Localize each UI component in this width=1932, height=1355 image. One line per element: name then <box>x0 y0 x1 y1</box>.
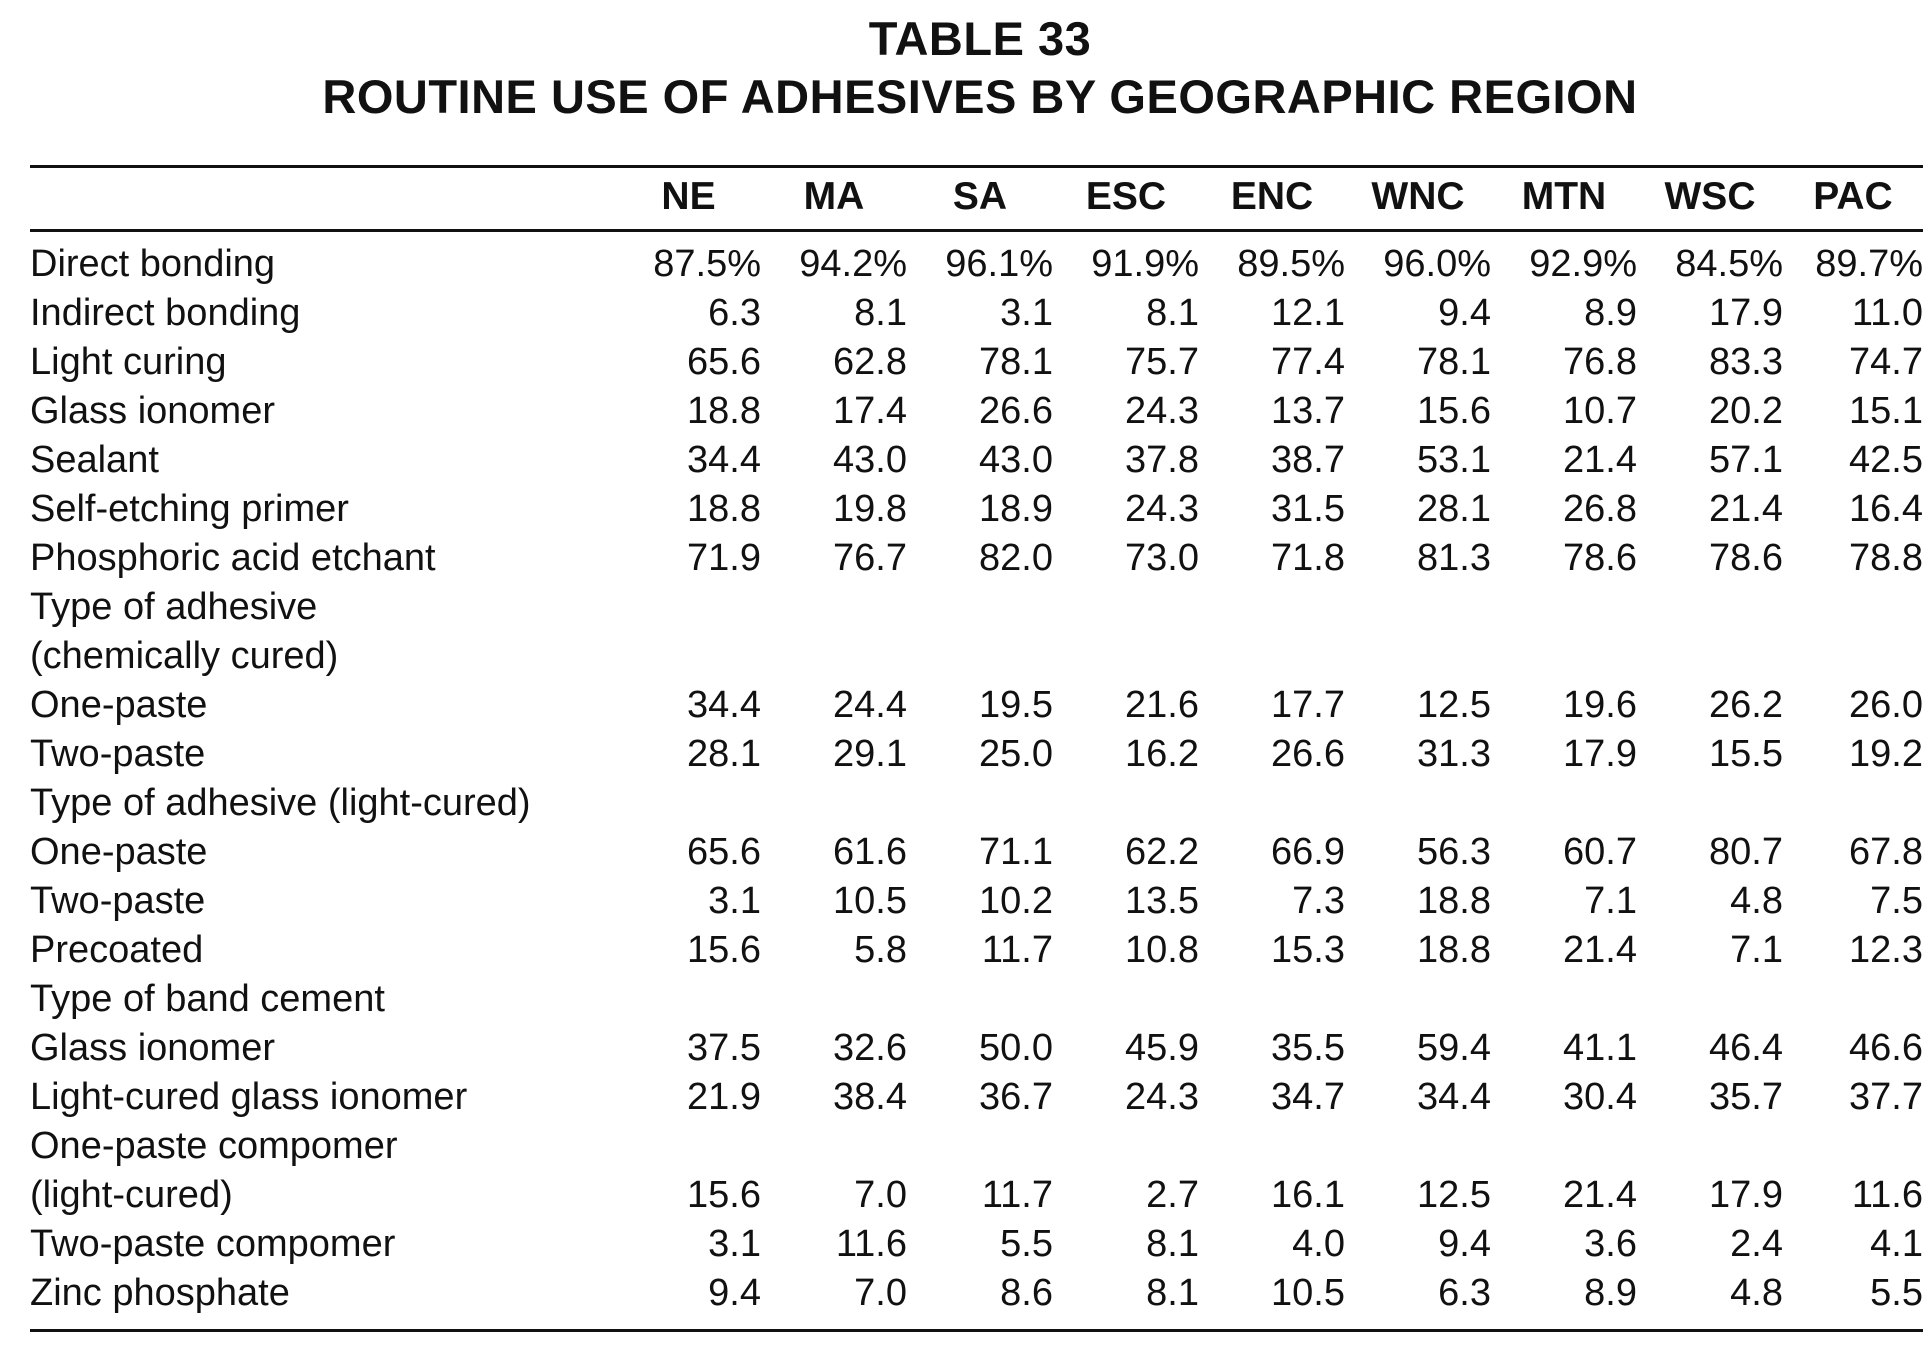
cell-value: 82.0 <box>979 537 1053 579</box>
cell-value: 17.7 <box>1271 684 1345 726</box>
row-label: Two-paste <box>30 880 206 922</box>
row-label: Glass ionomer <box>30 390 275 432</box>
cell-value: 21.6 <box>1125 684 1199 726</box>
cell-value: 37.8 <box>1125 439 1199 481</box>
cell-value: 96.1% <box>945 243 1053 285</box>
cell-value: 11.7 <box>981 929 1053 971</box>
data-table <box>30 168 1923 1318</box>
table-body <box>30 226 1923 1318</box>
cell-value: 89.7% <box>1815 243 1923 285</box>
cell-value: 34.7 <box>1271 1076 1345 1118</box>
row-label: Glass ionomer <box>30 1027 275 1069</box>
row-label: (light-cured) <box>30 1174 233 1216</box>
cell-value: 18.8 <box>687 390 761 432</box>
cell-value: 87.5% <box>653 243 761 285</box>
table-row <box>30 289 1923 338</box>
cell-value <box>1491 632 1637 681</box>
cell-value: 18.8 <box>1417 929 1491 971</box>
cell-value: 8.1 <box>1146 1272 1199 1314</box>
cell-value: 66.9 <box>1271 831 1345 873</box>
cell-value <box>1491 583 1637 632</box>
cell-value: 36.7 <box>979 1076 1053 1118</box>
cell-value: 11.0 <box>1851 292 1923 334</box>
cell-value: 92.9% <box>1529 243 1637 285</box>
cell-value <box>1345 779 1491 828</box>
column-header: ENC <box>1230 175 1314 218</box>
table-row <box>30 485 1923 534</box>
cell-value: 65.6 <box>687 341 761 383</box>
cell-value: 73.0 <box>1125 537 1199 579</box>
cell-value: 24.3 <box>1125 488 1199 530</box>
cell-value <box>1053 975 1199 1024</box>
cell-value: 34.4 <box>687 439 761 481</box>
cell-value: 2.4 <box>1730 1223 1783 1265</box>
row-label: One-paste compomer <box>30 1125 398 1167</box>
row-label: Indirect bonding <box>30 292 301 334</box>
bottom-rule <box>30 1329 1923 1332</box>
cell-value: 25.0 <box>979 733 1053 775</box>
cell-value: 9.4 <box>1438 292 1491 334</box>
cell-value <box>1637 583 1783 632</box>
column-header: MA <box>803 175 865 218</box>
cell-value: 12.3 <box>1849 929 1923 971</box>
cell-value: 96.0% <box>1383 243 1491 285</box>
cell-value: 21.4 <box>1563 439 1637 481</box>
cell-value: 18.8 <box>687 488 761 530</box>
cell-value: 12.5 <box>1417 684 1491 726</box>
cell-value: 7.3 <box>1292 880 1345 922</box>
cell-value: 26.8 <box>1563 488 1637 530</box>
cell-value <box>1783 632 1923 681</box>
cell-value: 65.6 <box>687 831 761 873</box>
row-label: Light curing <box>30 341 227 383</box>
table-row <box>30 240 1923 289</box>
cell-value: 76.8 <box>1563 341 1637 383</box>
cell-value: 43.0 <box>833 439 907 481</box>
table-row <box>30 877 1923 926</box>
cell-value: 13.5 <box>1125 880 1199 922</box>
cell-value: 19.6 <box>1563 684 1637 726</box>
cell-value: 17.9 <box>1709 1174 1783 1216</box>
cell-value: 91.9% <box>1091 243 1199 285</box>
cell-value: 6.3 <box>1438 1272 1491 1314</box>
cell-value: 17.9 <box>1563 733 1637 775</box>
table-row <box>30 1024 1923 1073</box>
header-row <box>30 168 1923 226</box>
cell-value <box>616 779 761 828</box>
cell-value: 62.8 <box>833 341 907 383</box>
cell-value <box>761 632 907 681</box>
cell-value <box>1783 1122 1923 1171</box>
cell-value: 18.9 <box>979 488 1053 530</box>
table-row <box>30 975 1923 1024</box>
cell-value: 35.5 <box>1271 1027 1345 1069</box>
spacer-row <box>30 226 1923 240</box>
cell-value: 62.2 <box>1125 831 1199 873</box>
column-header: NE <box>661 175 716 218</box>
column-header: ESC <box>1085 175 1167 218</box>
cell-value: 35.7 <box>1709 1076 1783 1118</box>
cell-value: 4.8 <box>1730 1272 1783 1314</box>
cell-value <box>761 779 907 828</box>
column-header: SA <box>952 175 1008 218</box>
cell-value: 46.6 <box>1849 1027 1923 1069</box>
cell-value: 71.8 <box>1271 537 1345 579</box>
table-number: TABLE 33 <box>868 12 1092 65</box>
cell-value: 3.6 <box>1584 1223 1637 1265</box>
cell-value <box>616 632 761 681</box>
cell-value: 8.1 <box>854 292 907 334</box>
cell-value <box>1783 975 1923 1024</box>
cell-value: 83.3 <box>1709 341 1783 383</box>
table-row <box>30 1269 1923 1318</box>
cell-value: 59.4 <box>1417 1027 1491 1069</box>
cell-value: 8.1 <box>1146 292 1199 334</box>
cell-value: 7.1 <box>1584 880 1637 922</box>
cell-value: 11.7 <box>981 1174 1053 1216</box>
cell-value: 21.4 <box>1563 929 1637 971</box>
cell-value: 26.0 <box>1849 684 1923 726</box>
cell-value: 10.7 <box>1563 390 1637 432</box>
cell-value: 10.5 <box>1271 1272 1345 1314</box>
table-row <box>30 1122 1923 1171</box>
cell-value: 37.7 <box>1849 1076 1923 1118</box>
cell-value: 3.1 <box>1000 292 1053 334</box>
table-row <box>30 534 1923 583</box>
cell-value: 24.3 <box>1125 390 1199 432</box>
cell-value: 8.9 <box>1584 292 1637 334</box>
table-row <box>30 779 1923 828</box>
cell-value: 61.6 <box>833 831 907 873</box>
row-label: One-paste <box>30 684 208 726</box>
cell-value: 28.1 <box>1417 488 1491 530</box>
cell-value <box>1199 1122 1345 1171</box>
table-row <box>30 681 1923 730</box>
cell-value: 75.7 <box>1125 341 1199 383</box>
table-row <box>30 436 1923 485</box>
row-label: One-paste <box>30 831 208 873</box>
cell-value: 78.1 <box>1417 341 1491 383</box>
row-label: Two-paste <box>30 733 206 775</box>
cell-value <box>1345 632 1491 681</box>
cell-value: 31.5 <box>1271 488 1345 530</box>
cell-value: 16.4 <box>1849 488 1923 530</box>
table-title: ROUTINE USE OF ADHESIVES BY GEOGRAPHIC REGION <box>322 70 1638 123</box>
cell-value: 10.5 <box>833 880 907 922</box>
cell-value: 19.8 <box>833 488 907 530</box>
table-row <box>30 828 1923 877</box>
cell-value: 7.5 <box>1870 880 1923 922</box>
cell-value <box>1199 632 1345 681</box>
column-header: MTN <box>1521 175 1607 218</box>
cell-value: 80.7 <box>1709 831 1783 873</box>
cell-value: 4.0 <box>1292 1223 1345 1265</box>
cell-value: 7.1 <box>1730 929 1783 971</box>
cell-value <box>1053 779 1199 828</box>
cell-value: 15.3 <box>1271 929 1345 971</box>
cell-value: 6.3 <box>708 292 761 334</box>
cell-value <box>1345 975 1491 1024</box>
cell-value <box>1783 583 1923 632</box>
cell-value <box>907 1122 1053 1171</box>
cell-value: 28.1 <box>687 733 761 775</box>
cell-value: 5.5 <box>1000 1223 1053 1265</box>
cell-value: 5.5 <box>1870 1272 1923 1314</box>
cell-value: 10.2 <box>979 880 1053 922</box>
cell-value: 26.6 <box>1271 733 1345 775</box>
cell-value: 38.7 <box>1271 439 1345 481</box>
cell-value: 5.8 <box>854 929 907 971</box>
cell-value <box>761 975 907 1024</box>
cell-value: 12.5 <box>1417 1174 1491 1216</box>
cell-value: 94.2% <box>799 243 907 285</box>
cell-value: 19.2 <box>1849 733 1923 775</box>
cell-value <box>1345 1122 1491 1171</box>
cell-value <box>1637 1122 1783 1171</box>
table-row <box>30 632 1923 681</box>
cell-value: 78.6 <box>1709 537 1783 579</box>
column-header: PAC <box>1813 175 1893 218</box>
table-title-block <box>0 10 1932 126</box>
row-label: Phosphoric acid etchant <box>30 537 436 579</box>
table-row <box>30 338 1923 387</box>
table-row <box>30 1073 1923 1122</box>
cell-value: 17.9 <box>1709 292 1783 334</box>
table-row <box>30 387 1923 436</box>
cell-value <box>1491 1122 1637 1171</box>
cell-value <box>616 975 761 1024</box>
cell-value: 89.5% <box>1237 243 1345 285</box>
cell-value: 4.8 <box>1730 880 1783 922</box>
table-row <box>30 730 1923 779</box>
row-label: Type of band cement <box>30 978 385 1020</box>
column-header: WSC <box>1664 175 1756 218</box>
cell-value: 53.1 <box>1417 439 1491 481</box>
cell-value: 29.1 <box>833 733 907 775</box>
cell-value: 20.2 <box>1709 390 1783 432</box>
cell-value: 10.8 <box>1125 929 1199 971</box>
cell-value: 24.3 <box>1125 1076 1199 1118</box>
cell-value: 45.9 <box>1125 1027 1199 1069</box>
cell-value: 56.3 <box>1417 831 1491 873</box>
table-row <box>30 1220 1923 1269</box>
cell-value: 67.8 <box>1849 831 1923 873</box>
cell-value: 8.9 <box>1584 1272 1637 1314</box>
table-row <box>30 1171 1923 1220</box>
cell-value: 9.4 <box>1438 1223 1491 1265</box>
cell-value: 8.6 <box>1000 1272 1053 1314</box>
cell-value <box>761 583 907 632</box>
cell-value: 17.4 <box>833 390 907 432</box>
cell-value: 34.4 <box>1417 1076 1491 1118</box>
cell-value: 81.3 <box>1417 537 1491 579</box>
row-label: Type of adhesive <box>30 586 318 628</box>
row-label: (chemically cured) <box>30 635 339 677</box>
cell-value: 42.5 <box>1849 439 1923 481</box>
cell-value <box>907 779 1053 828</box>
cell-value: 76.7 <box>833 537 907 579</box>
cell-value: 21.4 <box>1563 1174 1637 1216</box>
cell-value: 12.1 <box>1271 292 1345 334</box>
cell-value <box>1053 632 1199 681</box>
row-label: Light-cured glass ionomer <box>30 1076 468 1118</box>
row-label: Self-etching primer <box>30 488 349 530</box>
cell-value: 78.6 <box>1563 537 1637 579</box>
cell-value: 18.8 <box>1417 880 1491 922</box>
cell-value: 15.6 <box>1417 390 1491 432</box>
cell-value <box>907 975 1053 1024</box>
cell-value <box>616 583 761 632</box>
cell-value: 74.7 <box>1849 341 1923 383</box>
cell-value <box>907 583 1053 632</box>
cell-value: 16.2 <box>1125 733 1199 775</box>
cell-value: 7.0 <box>854 1272 907 1314</box>
cell-value <box>616 1122 761 1171</box>
cell-value <box>1053 1122 1199 1171</box>
row-label: Two-paste compomer <box>30 1223 396 1265</box>
cell-value <box>761 1122 907 1171</box>
table-row <box>30 583 1923 632</box>
cell-value <box>1491 975 1637 1024</box>
row-label: Type of adhesive (light-cured) <box>30 782 531 824</box>
cell-value <box>907 632 1053 681</box>
column-header: WNC <box>1371 175 1465 218</box>
cell-value: 30.4 <box>1563 1076 1637 1118</box>
table-row <box>30 926 1923 975</box>
cell-value <box>1491 779 1637 828</box>
cell-value: 11.6 <box>835 1223 907 1265</box>
cell-value: 8.1 <box>1146 1223 1199 1265</box>
cell-value: 60.7 <box>1563 831 1637 873</box>
cell-value: 71.9 <box>687 537 761 579</box>
cell-value <box>1199 779 1345 828</box>
cell-value: 34.4 <box>687 684 761 726</box>
cell-value: 78.8 <box>1849 537 1923 579</box>
cell-value: 13.7 <box>1271 390 1345 432</box>
cell-value <box>1783 779 1923 828</box>
cell-value <box>1199 975 1345 1024</box>
cell-value: 7.0 <box>854 1174 907 1216</box>
cell-value: 26.2 <box>1709 684 1783 726</box>
cell-value <box>1637 779 1783 828</box>
cell-value: 37.5 <box>687 1027 761 1069</box>
cell-value: 21.4 <box>1709 488 1783 530</box>
cell-value: 77.4 <box>1271 341 1345 383</box>
cell-value: 21.9 <box>687 1076 761 1118</box>
cell-value: 24.4 <box>833 684 907 726</box>
cell-value: 15.6 <box>687 1174 761 1216</box>
cell-value: 9.4 <box>708 1272 761 1314</box>
cell-value: 71.1 <box>979 831 1053 873</box>
cell-value: 46.4 <box>1709 1027 1783 1069</box>
cell-value: 84.5% <box>1675 243 1783 285</box>
cell-value: 57.1 <box>1709 439 1783 481</box>
header-blank <box>30 168 616 226</box>
row-label: Zinc phosphate <box>30 1272 290 1314</box>
cell-value: 41.1 <box>1563 1027 1637 1069</box>
cell-value: 78.1 <box>979 341 1053 383</box>
cell-value: 31.3 <box>1417 733 1491 775</box>
row-label: Sealant <box>30 439 159 481</box>
cell-value: 19.5 <box>979 684 1053 726</box>
cell-value <box>1199 583 1345 632</box>
cell-value: 16.1 <box>1271 1174 1345 1216</box>
cell-value <box>1053 583 1199 632</box>
cell-value <box>1637 975 1783 1024</box>
cell-value: 3.1 <box>708 880 761 922</box>
cell-value: 43.0 <box>979 439 1053 481</box>
cell-value: 4.1 <box>1870 1223 1923 1265</box>
cell-value: 15.1 <box>1849 390 1923 432</box>
cell-value: 2.7 <box>1146 1174 1199 1216</box>
row-label: Direct bonding <box>30 243 276 285</box>
cell-value: 50.0 <box>979 1027 1053 1069</box>
cell-value <box>1637 632 1783 681</box>
cell-value <box>1345 583 1491 632</box>
cell-value: 15.6 <box>687 929 761 971</box>
row-label: Precoated <box>30 929 204 971</box>
cell-value: 32.6 <box>833 1027 907 1069</box>
cell-value: 15.5 <box>1709 733 1783 775</box>
cell-value: 3.1 <box>708 1223 761 1265</box>
cell-value: 11.6 <box>1851 1174 1923 1216</box>
cell-value: 26.6 <box>979 390 1053 432</box>
cell-value: 38.4 <box>833 1076 907 1118</box>
